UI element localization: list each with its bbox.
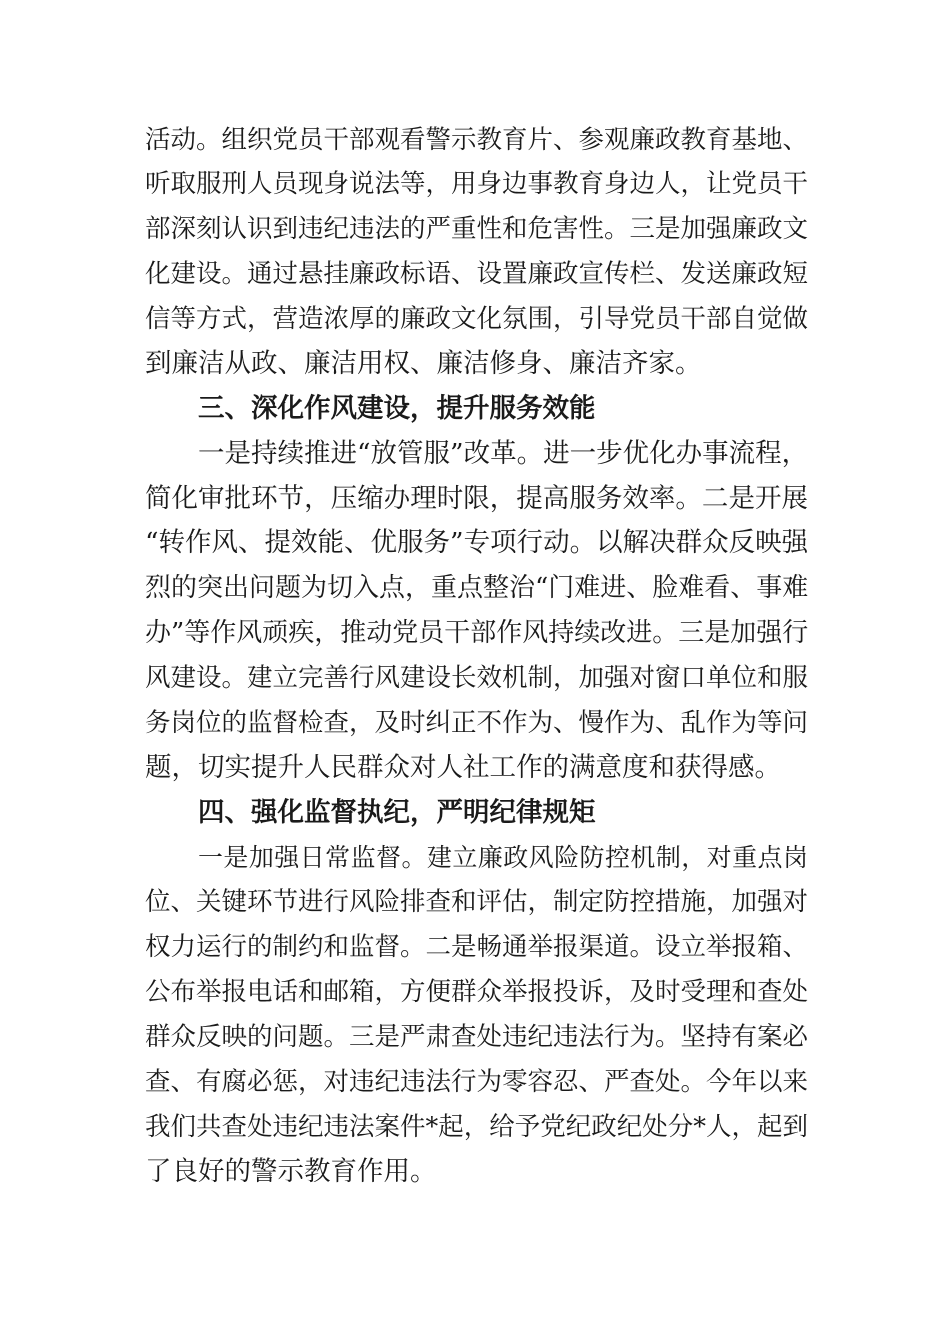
body-text-line: 查、有腐必惩，对违纪违法行为零容忍、严查处。今年以来	[145, 1067, 809, 1097]
body-text-line: 办”等作风顽疾，推动党员干部作风持续改进。三是加强行	[145, 618, 809, 648]
body-text-line: 简化审批环节，压缩办理时限，提高服务效率。二是开展	[145, 483, 808, 514]
body-text-line: 题，切实提升人民群众对人社工作的满意度和获得感。	[145, 752, 781, 783]
body-text-line: 烈的突出问题为切入点，重点整治“门难进、脸难看、事难	[145, 573, 809, 603]
body-text-line: 风建设。建立完善行风建设长效机制，加强对窗口单位和服	[145, 663, 809, 693]
body-text-line: 权力运行的制约和监督。二是畅通举报渠道。设立举报箱、	[145, 932, 809, 962]
body-text-line: 到廉洁从政、廉洁用权、廉洁修身、廉洁齐家。	[145, 348, 702, 379]
body-text-line: 公布举报电话和邮箱，方便群众举报投诉，及时受理和查处	[145, 977, 809, 1007]
section-heading-3: 三、深化作风建设，提升服务效能	[198, 393, 596, 424]
body-text-line: “转作风、提效能、优服务”专项行动。以解决群众反映强	[145, 527, 809, 558]
section-heading-4: 四、强化监督执纪，严明纪律规矩	[198, 797, 596, 828]
body-text-line: 部深刻认识到违纪违法的严重性和危害性。三是加强廉政文	[145, 214, 809, 244]
body-text-line: 一是加强日常监督。建立廉政风险防控机制，对重点岗	[198, 843, 808, 872]
body-text-line: 一是持续推进“放管服”改革。进一步优化办事流程，	[198, 438, 809, 469]
body-text-line: 活动。组织党员干部观看警示教育片、参观廉政教育基地、	[145, 125, 809, 155]
body-text-line: 化建设。通过悬挂廉政标语、设置廉政宣传栏、发送廉政短	[145, 259, 809, 289]
body-text-line: 务岗位的监督检查，及时纠正不作为、慢作为、乱作为等问	[145, 708, 809, 738]
body-text-line: 了良好的警示教育作用。	[145, 1156, 437, 1187]
body-text-line: 听取服刑人员现身说法等，用身边事教育身边人，让党员干	[145, 169, 809, 199]
body-text-line: 信等方式，营造浓厚的廉政文化氛围，引导党员干部自觉做	[145, 304, 809, 334]
body-text-line: 位、关键环节进行风险排查和评估，制定防控措施，加强对	[145, 887, 809, 917]
body-text-line: 群众反映的问题。三是严肃查处违纪违法行为。坚持有案必	[145, 1022, 809, 1052]
body-text-line: 我们共查处违纪违法案件*起，给予党纪政纪处分*人，起到	[145, 1112, 809, 1142]
